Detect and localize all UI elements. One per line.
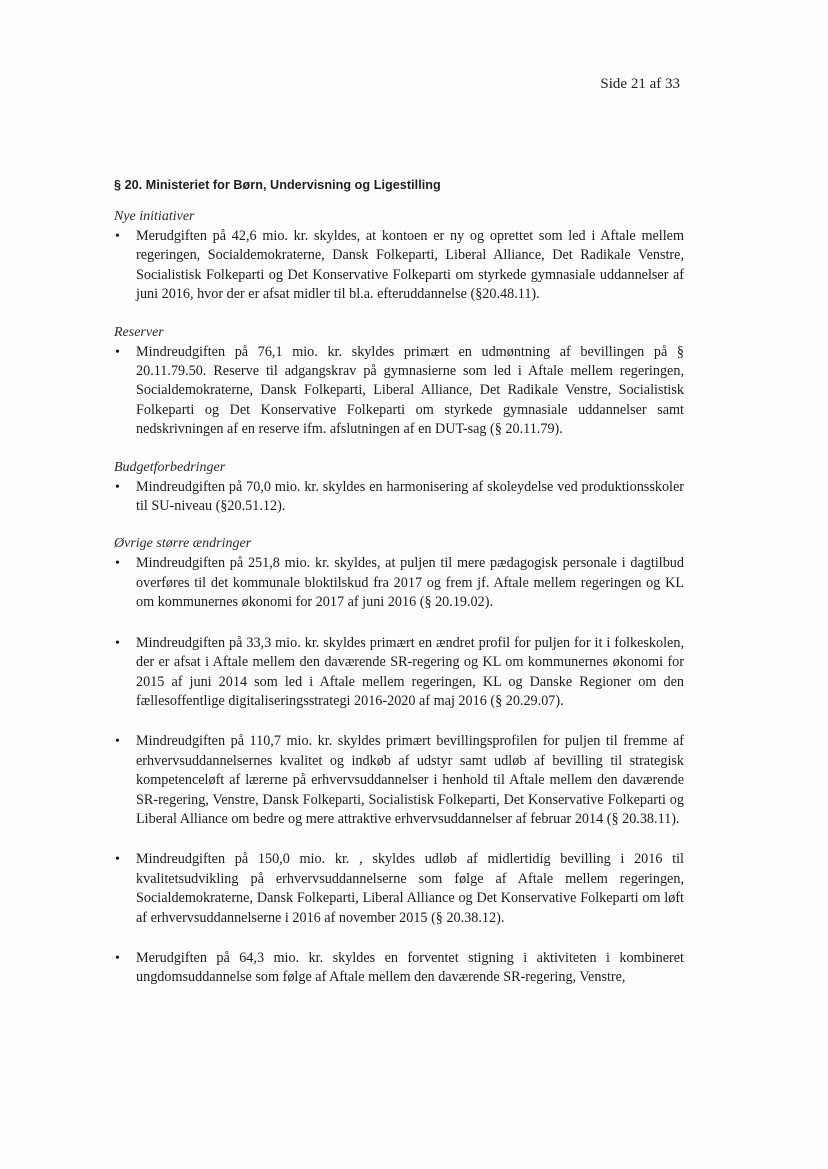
page-number: Side 21 af 33 [600,76,680,92]
list-item [114,554,684,612]
subsection-reserver [114,322,684,440]
list-item-text: Mindreudgiften på 33,3 mio. kr. skyldes primært en ændret profil for puljen for it i folkeskolen, der er afsat i Aftale mellem den daværende SR-regering og KL om kommunernes økonomi for 2015 af juni 2014 som led i Aftale mellem regeringen, KL og Danske Regioner om den fællesoffentlige digitaliseringsstrategi 2016-2020 af maj 2016 (§ 20.29.07). [136,634,684,709]
subsection-oevrige-stoerre-aendringer [114,533,684,987]
subsection-title: Øvrige større ændringer [114,536,252,552]
section-heading: § 20. Ministeriet for Børn, Undervisning og Ligestilling [114,178,441,192]
list-item [114,478,684,517]
subsection-title: Budgetforbedringer [114,459,226,475]
list-item-text: Mindreudgiften på 110,7 mio. kr. skyldes primært bevillingsprofilen for puljen til fremme af erhvervsuddannelsernes kvalitet og indkøb af udstyr samt udløb af bevilling til strategisk kompetenceløft af lærerne på erhvervsuddannelser i henhold til Aftale mellem den daværende SR-regering, Venstre, Dansk Folkeparti, Socialistisk Folkeparti, Det Konservative Folkeparti og Liberal Alliance om bedre og mere attraktive erhvervsuddannelser af februar 2014 (§ 20.38.11). [136,733,684,827]
list-item-text: Mindreudgiften på 251,8 mio. kr. skyldes, at puljen til mere pædagogisk personale i dagtilbud overføres til det kommunale bloktilskud fra 2017 og frem jf. Aftale mellem regeringen og KL om kommunernes økonomi for 2017 af juni 2016 (§ 20.19.02). [136,555,684,611]
list-item [114,850,684,928]
bullet-icon: • [115,229,120,244]
list-item [114,732,684,829]
list-item [114,634,684,712]
list-item [114,343,684,440]
list-item [114,949,684,988]
list-item-text: Mindreudgiften på 150,0 mio. kr. , skyldes udløb af midlertidig bevilling i 2016 til kvalitetsudvikling på erhvervsuddannelserne som følge af Aftale mellem regeringen, Socialdemokraterne, Dansk Folkeparti, Liberal Alliance og Det Konservative Folkeparti om løft af erhvervsuddannelserne i 2016 af november 2015 (§ 20.38.12). [136,851,684,926]
list-item-text: Merudgiften på 42,6 mio. kr. skyldes, at kontoen er ny og oprettet som led i Aftale mellem regeringen, Socialdemokraterne, Dansk Folkeparti, Liberal Alliance, Det Radikale Venstre, Socialistisk Folkeparti og Det Konservative Folkeparti om styrkede gymnasiale uddannelser af juni 2016, hvor der er afsat midler til bl.a. efteruddannelse (§20.48.11). [136,228,684,303]
bullet-icon: • [115,556,120,572]
document-body [114,206,684,988]
bullet-icon: • [115,635,120,651]
bullet-list [114,343,684,440]
subsection-nye-initiativer [114,206,684,305]
subsection-title: Nye initiativer [114,209,195,224]
list-item-text: Mindreudgiften på 76,1 mio. kr. skyldes primært en udmøntning af bevillingen på § 20.11.79.50. Reserve til adgangskrav på gymnasierne som led i Aftale mellem regeringen, Socialdemokraterne, Dansk Folkeparti, Liberal Alliance, Det Radikale Venstre, Socialistisk Folkeparti og Det Konservative Folkeparti om styrkede gymnasiale uddannelser samt nedskrivningen af en reserve ifm. afslutningen af en DUT-sag (§ 20.11.79). [136,343,684,438]
list-item [114,227,684,305]
bullet-icon: • [115,950,120,966]
bullet-icon: • [115,479,120,495]
list-item-text: Mindreudgiften på 70,0 mio. kr. skyldes en harmonisering af skoleydelse ved produktionsskoler til SU-niveau (§20.51.12). [136,478,684,515]
bullet-list [114,227,684,305]
bullet-icon: • [115,344,120,360]
bullet-list [114,554,684,987]
list-item-text: Merudgiften på 64,3 mio. kr. skyldes en forventet stigning i aktiviteten i kombineret ungdomsuddannelse som følge af Aftale mellem den daværende SR-regering, Venstre, [136,949,684,986]
bullet-list [114,478,684,517]
subsection-budgetforbedringer [114,457,684,517]
bullet-icon: • [115,852,120,868]
subsection-title: Reserver [114,324,164,340]
bullet-icon: • [115,734,120,750]
